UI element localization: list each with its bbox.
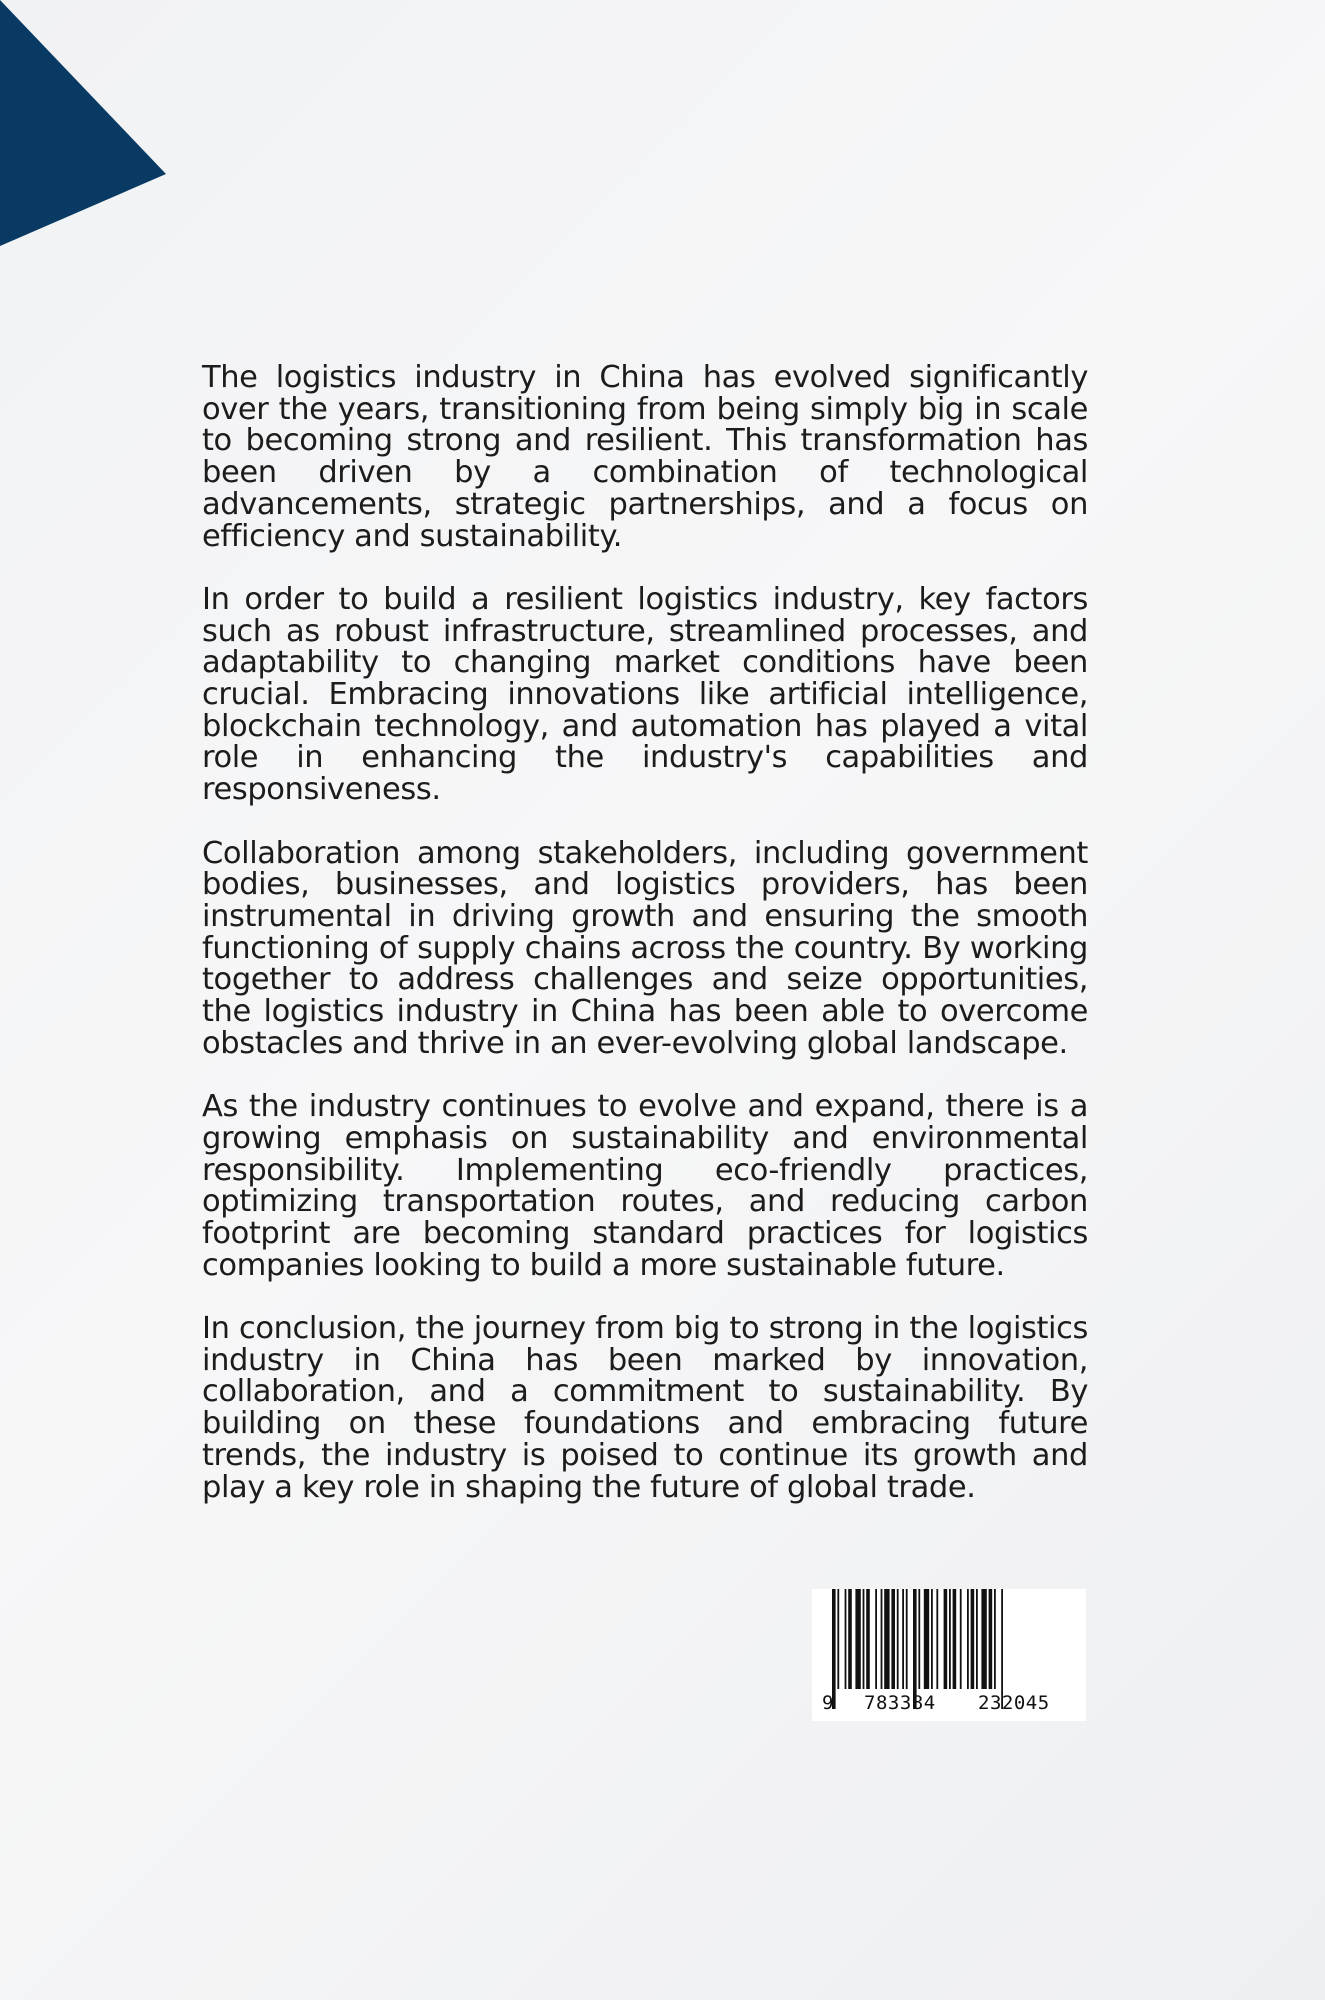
barcode-bar	[967, 1589, 969, 1689]
barcode-bar	[918, 1589, 920, 1689]
blurb-paragraph-3: Collaboration among stakeholders, including government bodies, businesses, and logistics providers, has been instrumental in driving growth and ensuring the smooth functioning of supply chains across the country. By working together to address challenges and seize opportunities, the logistics industry in China has been able to overcome obstacles and thrive in an ever-evolving global landscape.	[202, 835, 1088, 1061]
barcode-bar	[949, 1589, 951, 1689]
blurb-paragraph-2: In order to build a resilient logistics industry, key factors such as robust infrastructure, streamlined processes, and adaptability to changing market conditions have been crucial. Embracing innovations like artificial intelligence, blockchain technology, and automation has played a vital role in enhancing the industry's capabilities and responsiveness.	[202, 581, 1088, 808]
barcode-bar	[884, 1589, 889, 1689]
isbn-barcode	[812, 1589, 1086, 1721]
barcode-guard-bar	[832, 1589, 836, 1709]
barcode-bar	[848, 1589, 852, 1689]
barcode-bar	[881, 1589, 883, 1689]
barcode-bar	[953, 1589, 957, 1689]
barcode-bar	[863, 1589, 865, 1689]
barcode-bar	[837, 1589, 839, 1689]
barcode-bar	[944, 1589, 948, 1689]
barcode-bar	[906, 1589, 908, 1689]
barcode-bar	[976, 1589, 978, 1689]
barcode-bar	[855, 1589, 860, 1689]
barcode-bar	[875, 1589, 877, 1689]
barcode-bar	[994, 1589, 996, 1689]
barcode-bar	[891, 1589, 895, 1689]
barcode-right-digits: 232045	[978, 1692, 1050, 1714]
barcode-bar	[902, 1589, 904, 1689]
barcode-bar	[989, 1589, 993, 1689]
barcode-bar	[981, 1589, 986, 1689]
back-cover-blurb	[202, 362, 1088, 1535]
barcode-bar	[845, 1589, 847, 1689]
barcode-bar	[936, 1589, 938, 1689]
corner-triangle-decoration	[0, 0, 170, 250]
barcode-bar	[960, 1589, 962, 1689]
barcode-bar	[931, 1589, 933, 1689]
barcode-guard-bar	[913, 1589, 917, 1709]
blurb-paragraph-4: As the industry continues to evolve and expand, there is a growing emphasis on sustainability and environmental responsibility. Implementing eco-friendly practices, optimizing transportation routes, and reducing carbon footprint are becoming standard practices for logistics companies looking to build a more sustainable future.	[202, 1089, 1088, 1283]
barcode-first-digit: 9	[822, 1692, 834, 1714]
barcode-bar	[924, 1589, 929, 1689]
barcode-bar	[866, 1589, 870, 1689]
blurb-paragraph-5: In conclusion, the journey from big to strong in the logistics industry in China has been marked by innovation, collaboration, and a commitment to sustainability. By building on these foundations and embracing future trends, the industry is poised to continue its growth and play a key role in shaping the future of global trade.	[202, 1311, 1088, 1505]
barcode-left-digits: 783384	[864, 1692, 936, 1714]
barcode-bar	[897, 1589, 899, 1689]
blurb-paragraph-1: The logistics industry in China has evolved significantly over the years, transitioning from being simply big in scale to becoming strong and resilient. This transformation has been driven by a combination of technological advancements, strategic partnerships, and a focus on efficiency and sustainability.	[202, 360, 1088, 554]
barcode-guard-bar	[1001, 1589, 1003, 1709]
barcode-bar	[971, 1589, 975, 1689]
